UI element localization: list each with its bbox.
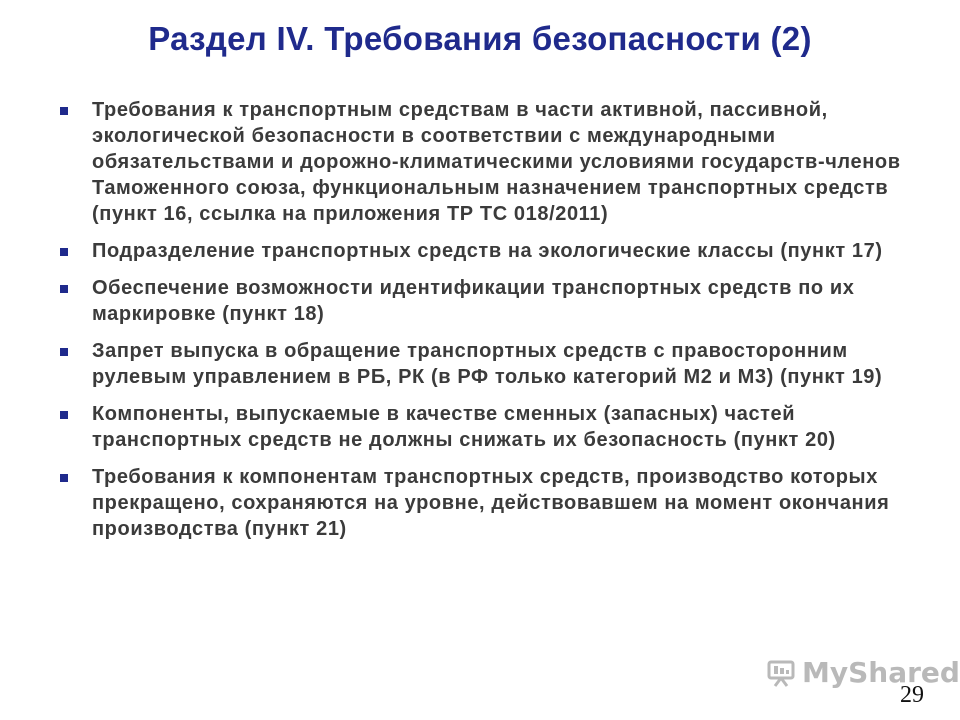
- bullet-text: Подразделение транспортных средств на экологические классы (пункт 17): [92, 240, 883, 262]
- square-bullet-icon: [60, 474, 68, 482]
- bullet-text: Требования к компонентам транспортных средств, производство которых прекращено, сохраняются на уровне, действовавшем на момент окончания производства (пункт 21): [92, 466, 890, 540]
- bullet-item: [60, 238, 920, 264]
- square-bullet-icon: [60, 107, 68, 115]
- bullet-item: [60, 338, 920, 390]
- square-bullet-icon: [60, 248, 68, 256]
- square-bullet-icon: [60, 411, 68, 419]
- presentation-icon: [766, 658, 796, 688]
- bullet-text: Компоненты, выпускаемые в качестве сменных (запасных) частей транспортных средств не должны снижать их безопасность (пункт 20): [92, 403, 836, 451]
- square-bullet-icon: [60, 285, 68, 293]
- bullet-text: Обеспечение возможности идентификации транспортных средств по их маркировке (пункт 18): [92, 277, 855, 325]
- bullet-item: [60, 275, 920, 327]
- bullet-text: Требования к транспортным средствам в части активной, пассивной, экологической безопасности в соответствии с международными обязательствами и дорожно-климатическими условиями государств-членов Таможенного союза, функциональным назначением транспортных средств (пункт 16, ссылка на приложения ТР ТС 018/2011): [92, 99, 901, 225]
- bullet-item: [60, 401, 920, 453]
- page-number: 29: [900, 682, 924, 708]
- watermark-text: MyShared: [802, 656, 960, 689]
- bullet-list: [60, 97, 920, 553]
- square-bullet-icon: [60, 348, 68, 356]
- myshared-watermark: [766, 656, 960, 689]
- bullet-text: Запрет выпуска в обращение транспортных средств с правосторонним рулевым управлением в РБ, РК (в РФ только категорий М2 и М3) (пункт 19): [92, 340, 883, 388]
- bullet-item: [60, 97, 920, 227]
- bullet-item: [60, 464, 920, 542]
- slide-title: Раздел IV. Требования безопасности (2): [148, 20, 812, 57]
